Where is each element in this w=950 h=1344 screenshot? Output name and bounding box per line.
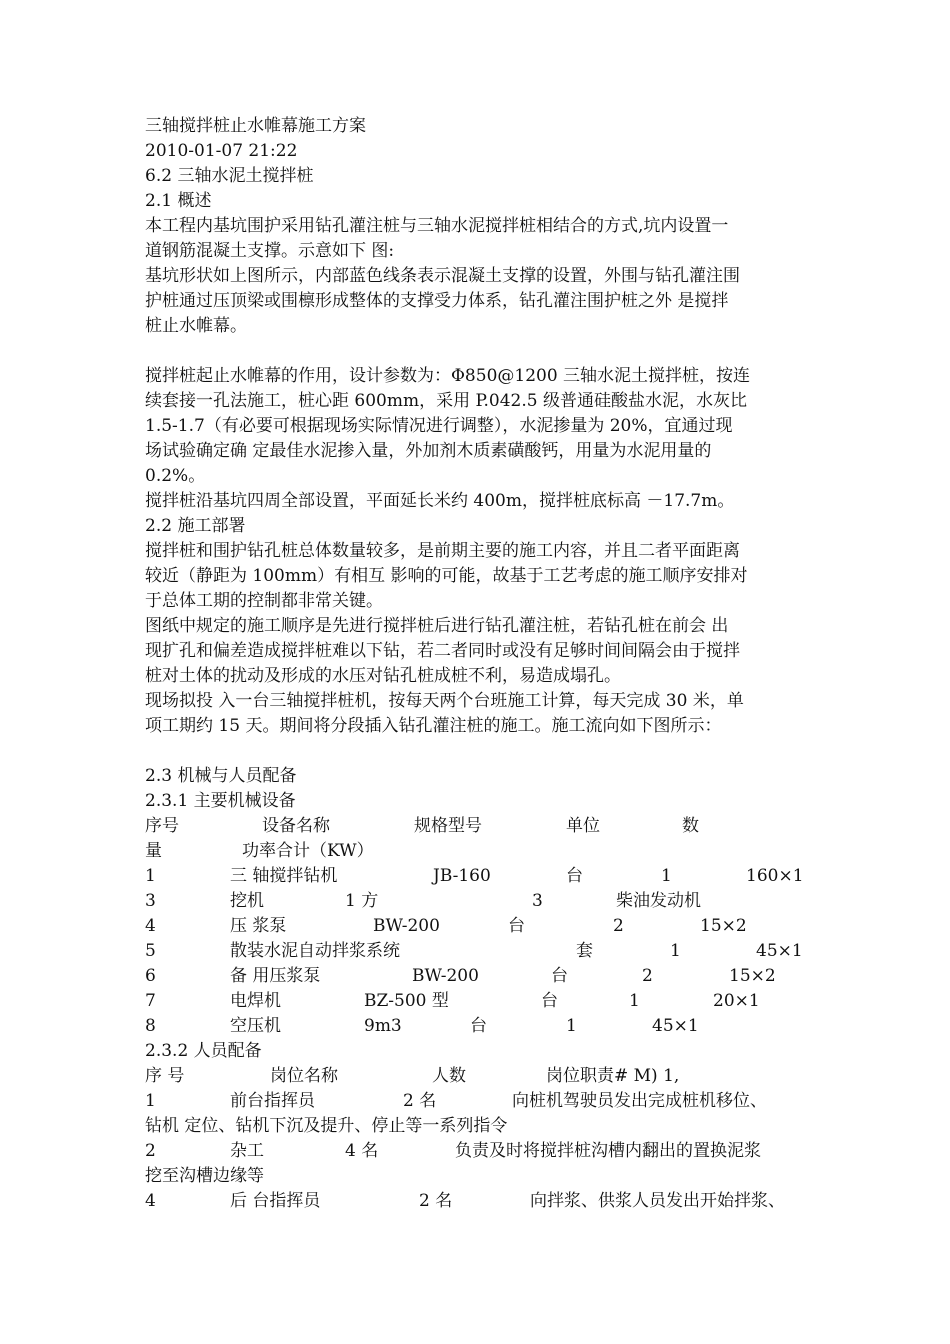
table-cell: 3 [145, 891, 156, 911]
table-cell: JB-160 [433, 866, 491, 886]
table-cell: 前台指挥员 [230, 1091, 315, 1111]
paragraph-line: 桩对土体的扰动及形成的水压对钻孔桩成桩不利，易造成塌孔。 [145, 666, 621, 686]
table-cell: 备 用压浆泵 [230, 966, 321, 986]
table-cell: 2 [145, 1141, 156, 1161]
paragraph-line: 本工程内基坑围护采用钻孔灌注桩与三轴水泥搅拌桩相结合的方式,坑内设置一 [145, 216, 729, 236]
table-row-continuation: 挖至沟槽边缘等 [145, 1166, 264, 1186]
table-header-cell: 设备名称 [262, 816, 330, 836]
section-heading-2-3-2: 2.3.2 人员配备 [145, 1041, 262, 1061]
table-cell: BW-200 [373, 916, 440, 936]
table-row [145, 914, 815, 939]
table-cell: 1 方 [345, 891, 379, 911]
table-cell: 1 [145, 866, 156, 886]
table-header-cell: 人数 [432, 1066, 466, 1086]
table-cell: 台 [566, 866, 583, 886]
paragraph-line: 护桩通过压顶梁或围檩形成整体的支撑受力体系，钻孔灌注围护桩之外 是搅拌 [145, 291, 729, 311]
table-cell: 散装水泥自动拌浆系统 [230, 941, 400, 961]
table-header-cell: 数 [682, 816, 699, 836]
table-cell: 4 [145, 1191, 156, 1211]
table-cell: BW-200 [412, 966, 479, 986]
table-header-cell: 岗位职责# M) 1, [546, 1066, 680, 1086]
equipment-table-header [145, 814, 815, 839]
table-header-cell: 功率合计（KW） [242, 841, 374, 861]
paragraph-line: 现场拟投 入一台三轴搅拌桩机，按每天两个台班施工计算，每天完成 30 米，单 [145, 691, 744, 711]
paragraph-line: 搅拌桩沿基坑四周全部设置，平面延长米约 400m，搅拌桩底标高 －17.7m。 [145, 491, 735, 511]
table-cell: 1 [566, 1016, 577, 1036]
staff-table-header [145, 1064, 815, 1089]
table-header-cell: 规格型号 [414, 816, 482, 836]
section-heading-2-2: 2.2 施工部署 [145, 516, 246, 536]
table-cell: 压 浆泵 [230, 916, 287, 936]
paragraph-line: 桩止水帷幕。 [145, 316, 247, 336]
table-cell: 160×1 [746, 866, 804, 886]
paragraph-line: 图纸中规定的施工顺序是先进行搅拌桩后进行钻孔灌注桩，若钻孔桩在前会 出 [145, 616, 729, 636]
table-cell: 后 台指挥员 [230, 1191, 321, 1211]
table-cell: 台 [551, 966, 568, 986]
table-cell: 2 名 [419, 1191, 453, 1211]
table-row-continuation: 钻机 定位、钻机下沉及提升、停止等一系列指令 [145, 1116, 508, 1136]
table-row [145, 1089, 815, 1114]
section-heading-2-3: 2.3 机械与人员配备 [145, 766, 297, 786]
document-page [145, 114, 815, 1214]
table-header-cell: 序 号 [145, 1066, 185, 1086]
paragraph-line: 道钢筋混凝土支撑。示意如下 图: [145, 241, 395, 261]
table-cell: 5 [145, 941, 156, 961]
spacer [145, 739, 815, 764]
table-cell: 1 [670, 941, 681, 961]
table-cell: 1 [145, 1091, 156, 1111]
table-row [145, 939, 815, 964]
spacer [145, 339, 815, 364]
table-header-cell: 岗位名称 [270, 1066, 338, 1086]
section-heading-6-2: 6.2 三轴水泥土搅拌桩 [145, 166, 314, 186]
table-cell: 套 [576, 941, 593, 961]
table-cell: 45×1 [756, 941, 803, 961]
paragraph-line: 场试验确定确 定最佳水泥掺入量，外加剂木质素磺酸钙，用量为水泥用量的 [145, 441, 712, 461]
paragraph-line: 于总体工期的控制都非常关键。 [145, 591, 383, 611]
table-row [145, 864, 815, 889]
table-cell: 8 [145, 1016, 156, 1036]
table-row [145, 964, 815, 989]
table-cell: 1 [661, 866, 672, 886]
table-row [145, 889, 815, 914]
table-cell: 1 [629, 991, 640, 1011]
table-cell: 空压机 [230, 1016, 281, 1036]
table-row [145, 989, 815, 1014]
paragraph-line: 搅拌桩起止水帷幕的作用，设计参数为：Φ850@1200 三轴水泥土搅拌桩，按连 [145, 366, 751, 386]
table-cell: 柴油发动机 [616, 891, 701, 911]
table-cell: 杂工 [230, 1141, 264, 1161]
table-header-cell: 序号 [145, 816, 179, 836]
table-cell: 三 轴搅拌钻机 [230, 866, 338, 886]
table-cell: 2 名 [403, 1091, 437, 1111]
section-heading-2-1: 2.1 概述 [145, 191, 212, 211]
table-cell: 2 [613, 916, 624, 936]
table-header-cell: 单位 [566, 816, 600, 836]
table-header-cell: 量 [145, 841, 162, 861]
table-cell: 向桩机驾驶员发出完成桩机移位、 [512, 1091, 767, 1111]
table-cell: 20×1 [713, 991, 760, 1011]
table-cell: 台 [508, 916, 525, 936]
table-cell: 电焊机 [230, 991, 281, 1011]
table-cell: 3 [532, 891, 543, 911]
doc-datetime: 2010-01-07 21:22 [145, 141, 298, 161]
table-cell: 9m3 [364, 1016, 402, 1036]
paragraph-line: 1.5-1.7（有必要可根据现场实际情况进行调整），水泥掺量为 20%，宜通过现 [145, 416, 733, 436]
equipment-table-header-cont [145, 839, 815, 864]
paragraph-line: 0.2%。 [145, 466, 206, 486]
table-cell: 15×2 [700, 916, 747, 936]
table-cell: 2 [642, 966, 653, 986]
table-cell: 6 [145, 966, 156, 986]
table-cell: 台 [541, 991, 558, 1011]
paragraph-line: 较近（静距为 100mm）有相互 影响的可能，故基于工艺考虑的施工顺序安排对 [145, 566, 748, 586]
paragraph-line: 搅拌桩和围护钻孔桩总体数量较多，是前期主要的施工内容，并且二者平面距离 [145, 541, 740, 561]
table-row [145, 1014, 815, 1039]
table-cell: 4 [145, 916, 156, 936]
doc-title: 三轴搅拌桩止水帷幕施工方案 [145, 116, 366, 136]
table-cell: 负责及时将搅拌桩沟槽内翻出的置换泥浆 [455, 1141, 761, 1161]
paragraph-line: 续套接一孔法施工，桩心距 600mm，采用 P.042.5 级普通硅酸盐水泥，水灰比 [145, 391, 747, 411]
table-cell: 挖机 [230, 891, 264, 911]
table-cell: 7 [145, 991, 156, 1011]
table-cell: BZ-500 型 [364, 991, 449, 1011]
table-cell: 台 [470, 1016, 487, 1036]
table-cell: 4 名 [345, 1141, 379, 1161]
table-cell: 45×1 [652, 1016, 699, 1036]
paragraph-line: 基坑形状如上图所示，内部蓝色线条表示混凝土支撑的设置，外围与钻孔灌注围 [145, 266, 740, 286]
table-row [145, 1189, 815, 1214]
paragraph-line: 项工期约 15 天。期间将分段插入钻孔灌注桩的施工。施工流向如下图所示： [145, 716, 722, 736]
paragraph-line: 现扩孔和偏差造成搅拌桩难以下钻，若二者同时或没有足够时间间隔会由于搅拌 [145, 641, 740, 661]
table-row [145, 1139, 815, 1164]
table-cell: 向拌浆、供浆人员发出开始拌浆、 [530, 1191, 785, 1211]
table-cell: 15×2 [729, 966, 776, 986]
section-heading-2-3-1: 2.3.1 主要机械设备 [145, 791, 296, 811]
